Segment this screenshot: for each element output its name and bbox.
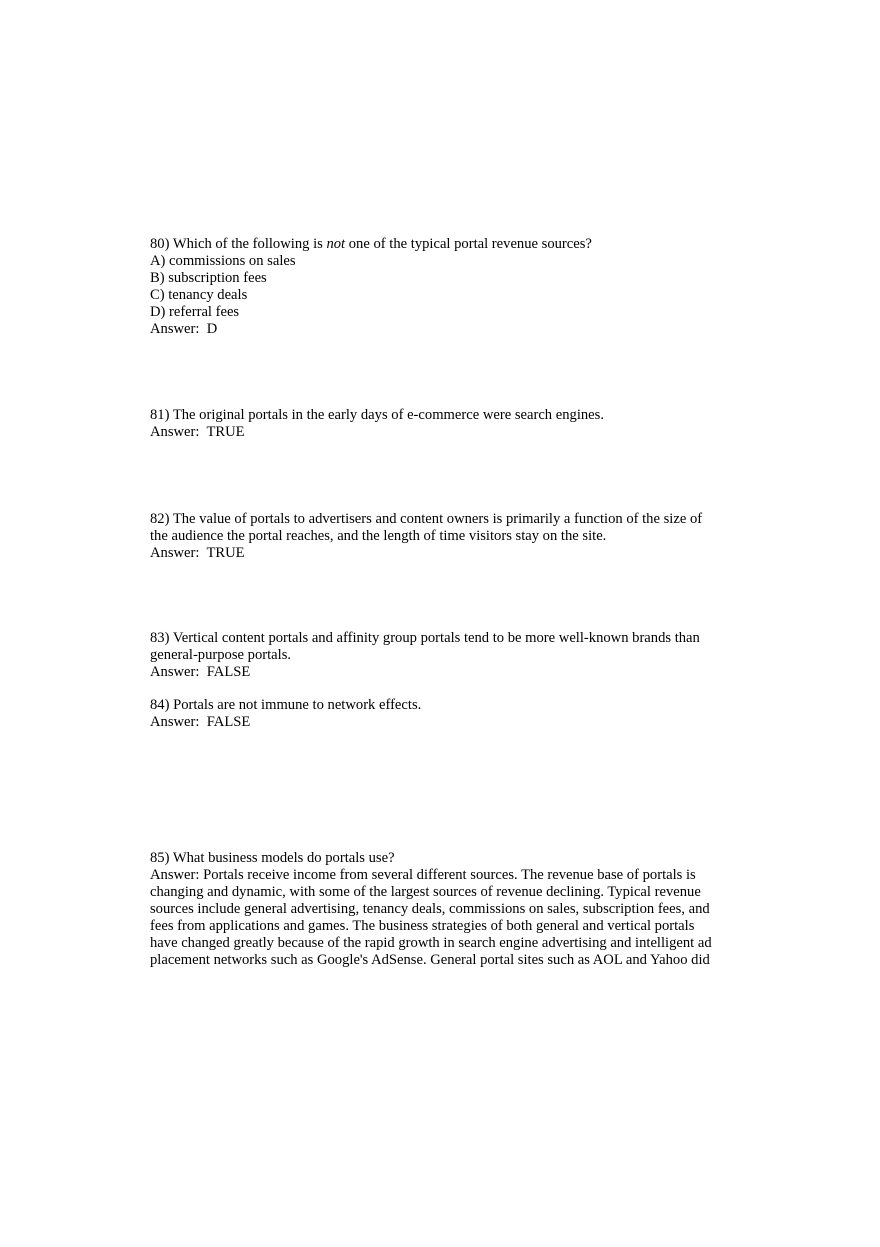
- question-83: [150, 630, 735, 681]
- question-80-text-prefix: 80) Which of the following is: [150, 236, 327, 252]
- question-83-text-line-2: general-purpose portals.: [150, 647, 292, 663]
- question-85-answer-line-1: Answer: Portals receive income from several different sources. The revenue base of portals is: [150, 867, 696, 883]
- question-80-answer-value: D: [206, 321, 218, 337]
- question-82-text-line-2: the audience the portal reaches, and the length of time visitors stay on the site.: [150, 528, 607, 544]
- question-80-option-c: C) tenancy deals: [150, 287, 248, 303]
- question-85-answer-line-5: have changed greatly because of the rapid growth in search engine advertising and intelligent ad: [150, 935, 712, 951]
- question-80-option-d: D) referral fees: [150, 304, 240, 320]
- question-82-answer-label: Answer:: [150, 545, 207, 561]
- question-80-text: [150, 236, 735, 253]
- question-82: [150, 511, 735, 562]
- question-81-answer-value: TRUE: [206, 424, 245, 440]
- question-85-answer-line-3: sources include general advertising, tenancy deals, commissions on sales, subscription fees, and: [150, 901, 710, 917]
- question-83-text-line-1: 83) Vertical content portals and affinity group portals tend to be more well-known brands than: [150, 630, 700, 646]
- question-80-emphasis: not: [326, 236, 346, 252]
- question-83-answer-label: Answer:: [150, 664, 207, 680]
- question-80-answer-label: Answer:: [150, 321, 207, 337]
- question-80-option-b: B) subscription fees: [150, 270, 267, 286]
- question-81-answer: [150, 424, 735, 441]
- question-84-answer-label: Answer:: [150, 714, 207, 730]
- question-80-answer: [150, 321, 735, 338]
- question-82-answer: [150, 545, 735, 562]
- question-85-answer-line-4: fees from applications and games. The business strategies of both general and vertical portals: [150, 918, 695, 934]
- question-84: [150, 697, 735, 731]
- question-80: [150, 236, 735, 338]
- question-84-answer: [150, 714, 735, 731]
- question-84-text: 84) Portals are not immune to network effects.: [150, 697, 422, 713]
- question-80-option-a: A) commissions on sales: [150, 253, 296, 269]
- question-81-text: 81) The original portals in the early days of e-commerce were search engines.: [150, 407, 604, 423]
- question-80-text-suffix: one of the typical portal revenue sources?: [345, 236, 592, 252]
- question-82-answer-value: TRUE: [206, 545, 245, 561]
- question-84-answer-value: FALSE: [206, 714, 251, 730]
- question-85: [150, 850, 735, 969]
- question-82-text-line-1: 82) The value of portals to advertisers and content owners is primarily a function of the size of: [150, 511, 703, 527]
- question-83-answer: [150, 664, 735, 681]
- question-81-answer-label: Answer:: [150, 424, 207, 440]
- question-85-answer-line-6: placement networks such as Google's AdSense. General portal sites such as AOL and Yahoo did: [150, 952, 710, 968]
- question-85-answer-line-2: changing and dynamic, with some of the largest sources of revenue declining. Typical revenue: [150, 884, 701, 900]
- question-83-answer-value: FALSE: [206, 664, 251, 680]
- question-81: [150, 407, 735, 441]
- question-85-text: 85) What business models do portals use?: [150, 850, 395, 866]
